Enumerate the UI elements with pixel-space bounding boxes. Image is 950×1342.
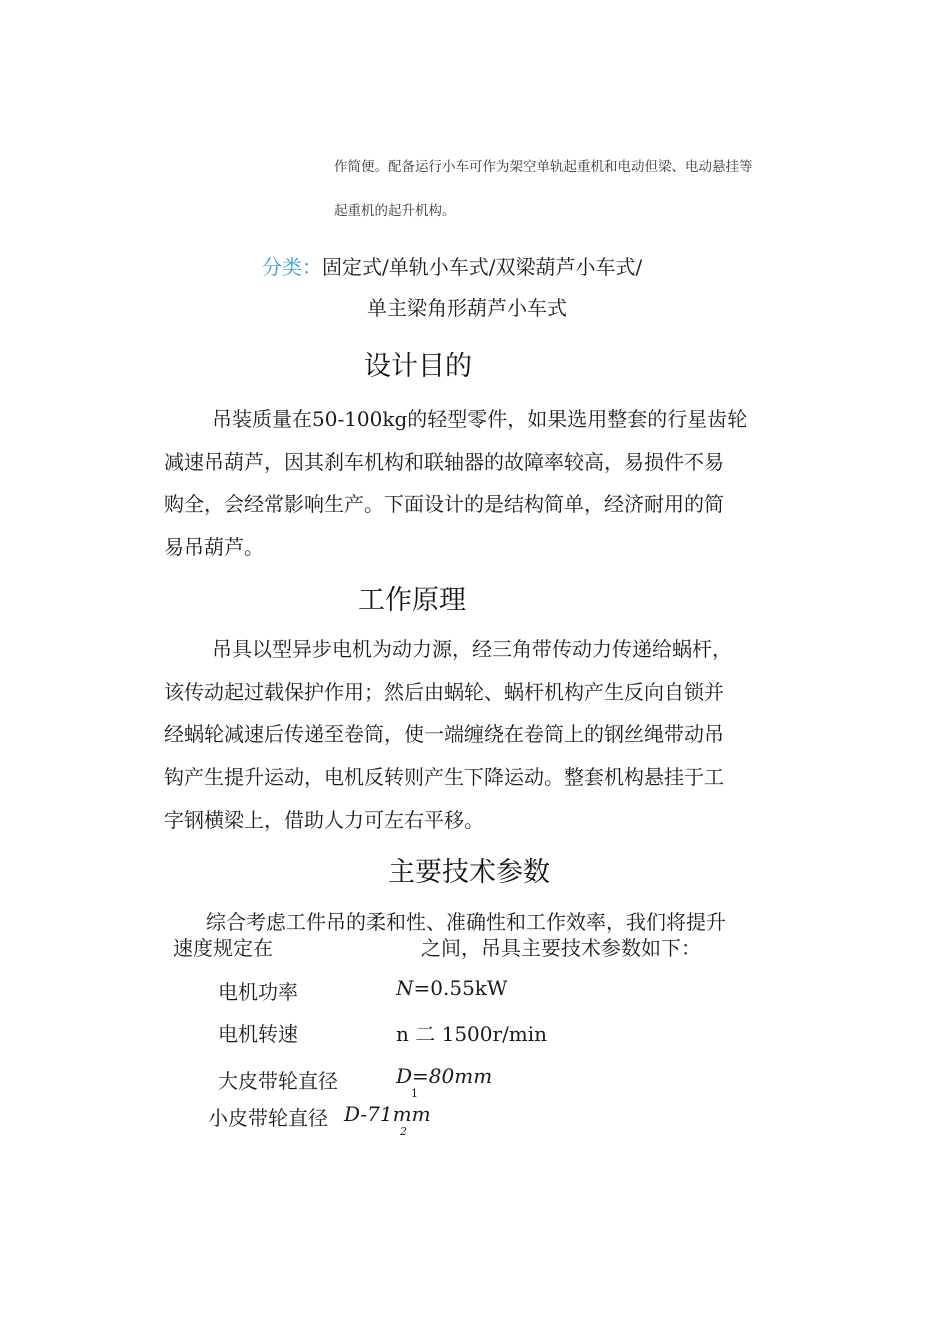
param-symbol: N [396,976,414,1000]
param-name-motor-power: 电机功率 [218,980,298,1004]
working-principle-line: 字钢横梁上，借助人力可左右平移。 [164,808,484,832]
working-principle-line: 钩产生提升运动，电机反转则产生下降运动。整套机构悬挂于工 [164,765,724,789]
working-principle-line: 吊具以型异步电机为动力源，经三角带传动力传递给蜗杆， [212,637,732,661]
param-value-motor-power [396,976,507,1000]
heading-design-purpose: 设计目的 [364,351,472,382]
design-purpose-line: 易吊葫芦。 [164,535,264,559]
heading-main-params: 主要技术参数 [388,857,550,888]
heading-working-principle: 工作原理 [358,585,466,616]
classification-label: 分类： [262,255,322,279]
param-value: -71mm [360,1102,431,1126]
param-subscript: 2 [400,1125,407,1138]
param-name-small-pulley: 小皮带轮直径 [208,1106,328,1130]
classification-values: 固定式/单轨小车式/双梁葫芦小车式/ [322,255,643,279]
params-intro-line-1: 综合考虑工件吊的柔和性、准确性和工作效率，我们将提升 [206,910,726,934]
classification-line-2: 单主梁角形葫芦小车式 [367,296,567,320]
param-name-large-pulley: 大皮带轮直径 [218,1069,338,1093]
param-subscript: 1 [411,1087,418,1100]
param-symbol: D [396,1064,413,1088]
param-value-large-pulley [396,1064,492,1088]
params-intro-line-2a: 速度规定在 [173,936,273,960]
param-value-motor-speed [396,1018,547,1047]
working-principle-line: 经蜗轮减速后传递至卷筒，使一端缠绕在卷筒上的钢丝绳带动吊 [164,722,724,746]
intro-line-2: 起重机的起升机构。 [334,203,456,219]
design-purpose-line: 减速吊葫芦，因其刹车机构和联轴器的故障率较高，易损件不易 [164,450,724,474]
classification-line-1 [262,251,642,280]
params-intro-line-2b: 之间，吊具主要技术参数如下： [421,936,701,960]
param-value: =80mm [412,1064,493,1088]
working-principle-line: 该传动起过载保护作用；然后由蜗轮、蜗杆机构产生反向自锁并 [164,680,724,704]
param-symbol: n [396,1022,409,1046]
param-value: 二 1500r/min [408,1022,548,1046]
param-value-small-pulley [344,1102,431,1126]
design-purpose-line: 吊装质量在50-100kg的轻型零件，如果选用整套的行星齿轮 [212,407,748,431]
param-value: =0.55kW [413,976,508,1000]
intro-line-1: 作简便。配备运行小车可作为架空单轨起重机和电动但梁、电动悬挂等 [334,159,753,175]
param-symbol: D [344,1102,361,1126]
param-name-motor-speed: 电机转速 [218,1022,298,1046]
design-purpose-line: 购全，会经常影响生产。下面设计的是结构简单，经济耐用的简 [164,492,724,516]
